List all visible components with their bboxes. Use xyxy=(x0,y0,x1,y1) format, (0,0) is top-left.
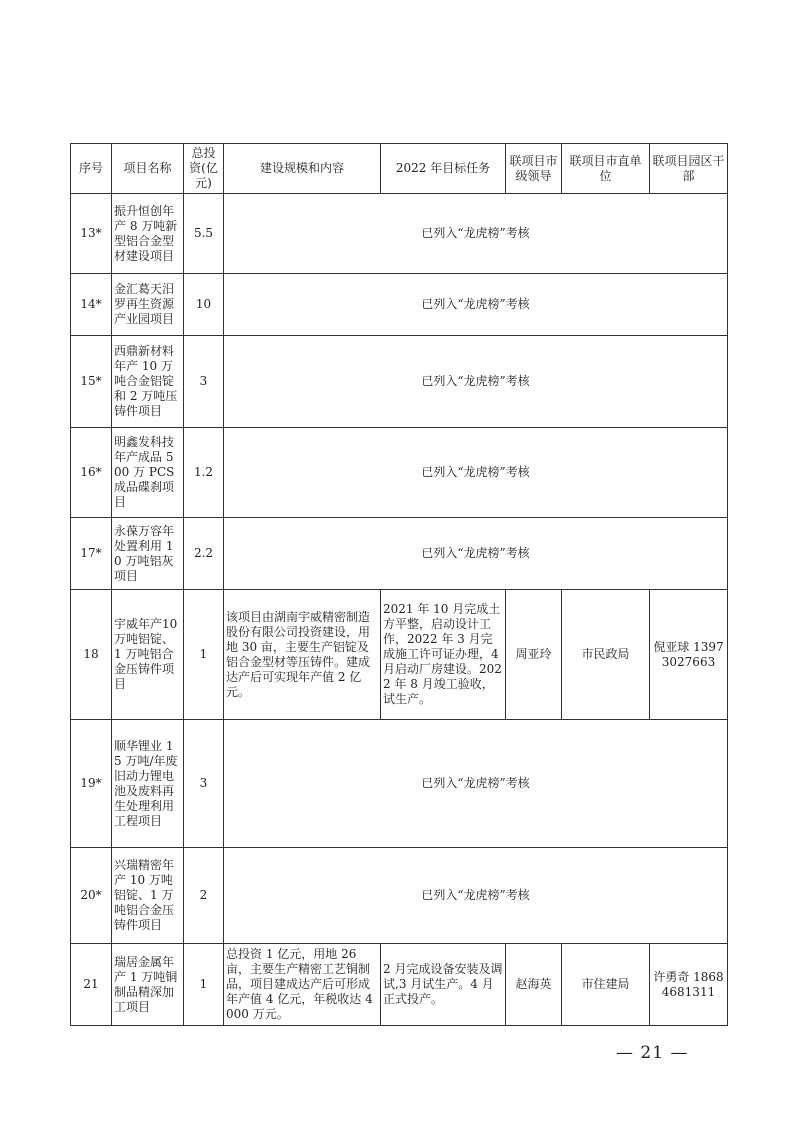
seq-cell: 17* xyxy=(71,518,112,590)
seq-cell: 18 xyxy=(71,590,112,720)
table-row xyxy=(71,336,728,428)
leader-cell: 周亚玲 xyxy=(506,590,562,720)
target-cell: 2021 年 10 月完成土方平整，启动设计工作，2022 年 3 月完成施工许可证办理，4 月启动厂房建设。2022 年 8 月竣工验收，试生产。 xyxy=(381,590,506,720)
project-name-cell: 兴瑞精密年产 10 万吨铝锭、1 万吨铝合金压铸件项目 xyxy=(112,848,184,944)
seq-cell: 15* xyxy=(71,336,112,428)
table-row xyxy=(71,428,728,518)
table-row xyxy=(71,848,728,944)
header-target: 2022 年目标任务 xyxy=(381,144,506,194)
investment-cell: 1 xyxy=(184,590,224,720)
seq-cell: 20* xyxy=(71,848,112,944)
leader-cell: 赵海英 xyxy=(506,944,562,1026)
table-row xyxy=(71,720,728,848)
table-row xyxy=(71,944,728,1026)
investment-cell: 3 xyxy=(184,720,224,848)
investment-cell: 2 xyxy=(184,848,224,944)
cadre-cell: 许勇奇 18684681311 xyxy=(650,944,728,1026)
investment-cell: 1.2 xyxy=(184,428,224,518)
header-scope: 建设规模和内容 xyxy=(224,144,381,194)
table-row xyxy=(71,194,728,274)
header-leader: 联项目市级领导 xyxy=(506,144,562,194)
table-row xyxy=(71,274,728,336)
assessment-note-cell: 已列入“龙虎榜”考核 xyxy=(224,194,728,274)
unit-cell: 市住建局 xyxy=(562,944,650,1026)
seq-cell: 13* xyxy=(71,194,112,274)
project-name-cell: 振升恒创年产 8 万吨新型铝合金型材建设项目 xyxy=(112,194,184,274)
header-investment: 总投资(亿元) xyxy=(184,144,224,194)
assessment-note-cell: 已列入“龙虎榜”考核 xyxy=(224,428,728,518)
project-name-cell: 金汇葛天汨罗再生资源产业园项目 xyxy=(112,274,184,336)
project-name-cell: 瑞居金属年产 1 万吨铜制品精深加工项目 xyxy=(112,944,184,1026)
table-row xyxy=(71,518,728,590)
seq-cell: 16* xyxy=(71,428,112,518)
seq-cell: 21 xyxy=(71,944,112,1026)
scope-cell: 总投资 1 亿元，用地 26 亩，主要生产精密工艺铜制品，项目建成达产后可形成年产值 4 亿元，年税收达 4000 万元。 xyxy=(224,944,381,1026)
table-header-row xyxy=(71,144,728,194)
header-cadre: 联项目园区干部 xyxy=(650,144,728,194)
investment-cell: 2.2 xyxy=(184,518,224,590)
target-cell: 2 月完成设备安装及调试,3 月试生产。4 月正式投产。 xyxy=(381,944,506,1026)
assessment-note-cell: 已列入“龙虎榜”考核 xyxy=(224,720,728,848)
seq-cell: 19* xyxy=(71,720,112,848)
investment-cell: 10 xyxy=(184,274,224,336)
cadre-cell: 倪亚球 13973027663 xyxy=(650,590,728,720)
project-name-cell: 西鼎新材料年产 10 万吨合金铝锭和 2 万吨压铸件项目 xyxy=(112,336,184,428)
assessment-note-cell: 已列入“龙虎榜”考核 xyxy=(224,518,728,590)
project-name-cell: 宇威年产10 万吨铝锭、1 万吨铝合金压铸件项目 xyxy=(112,590,184,720)
investment-cell: 3 xyxy=(184,336,224,428)
investment-cell: 1 xyxy=(184,944,224,1026)
page-number: — 21 — xyxy=(616,1043,689,1063)
investment-cell: 5.5 xyxy=(184,194,224,274)
assessment-note-cell: 已列入“龙虎榜”考核 xyxy=(224,848,728,944)
unit-cell: 市民政局 xyxy=(562,590,650,720)
assessment-note-cell: 已列入“龙虎榜”考核 xyxy=(224,336,728,428)
seq-cell: 14* xyxy=(71,274,112,336)
header-seq: 序号 xyxy=(71,144,112,194)
project-name-cell: 顺华锂业 15 万吨/年废旧动力锂电池及废料再生处理利用工程项目 xyxy=(112,720,184,848)
assessment-note-cell: 已列入“龙虎榜”考核 xyxy=(224,274,728,336)
header-unit: 联项目市直单位 xyxy=(562,144,650,194)
table-row xyxy=(71,590,728,720)
project-name-cell: 永葆万容年处置利用 10 万吨铝灰项目 xyxy=(112,518,184,590)
project-table xyxy=(70,143,728,1026)
header-name: 项目名称 xyxy=(112,144,184,194)
project-name-cell: 明鑫发科技年产成品 500 万 PCS 成品碟刹项目 xyxy=(112,428,184,518)
scope-cell: 该项目由湖南宇威精密制造股份有限公司投资建设，用地 30 亩，主要生产铝锭及铝合金型材等压铸件。建成达产后可实现年产值 2 亿元。 xyxy=(224,590,381,720)
